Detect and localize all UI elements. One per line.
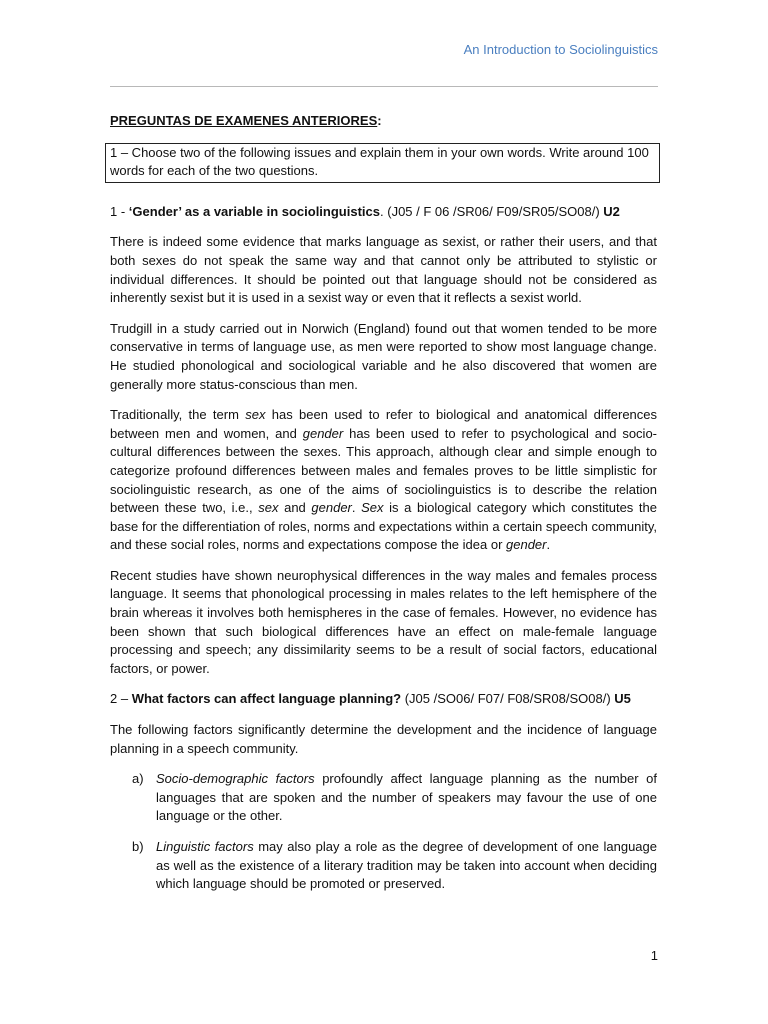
list-item: [110, 838, 657, 894]
p3-em-gender-3: gender: [506, 537, 547, 553]
section-heading-colon: :: [377, 113, 382, 128]
p3-em-gender: gender: [302, 425, 344, 441]
p3-text-6: is a biological category which constitutes the base for the differentiation of roles, norms and expectations within a certain speech community, and these social roles, norms and expectations compose the idea or: [110, 500, 657, 553]
q2-unit: U5: [614, 691, 631, 707]
paragraph-2: Trudgill in a study carried out in Norwich (England) found out that women tended to be more conservative in terms of language use, as men were reported to show most language change. He studied phonological and sociological variable and he also discovered that women are generally more status-conscious than men.: [110, 320, 657, 392]
p3-em-sex-2: sex: [258, 500, 279, 516]
list-marker: a): [132, 771, 144, 787]
running-header: An Introduction to Sociolinguistics: [463, 42, 658, 57]
document-body: [110, 112, 657, 906]
instructions-box: 1 – Choose two of the following issues and explain them in your own words. Write around 100 words for each of the two questions.: [105, 143, 660, 183]
section-heading: [110, 112, 657, 131]
question-2-title: [110, 690, 657, 709]
question-1-title: [110, 203, 657, 222]
list-item-text: may also play a role as the degree of development of one language as well as the existence of a literary tradition may be taken into account when deciding which language should be promoted or preserved.: [156, 839, 657, 892]
list-item: [110, 770, 657, 826]
p3-text-5: .: [351, 500, 362, 516]
list-marker: b): [132, 839, 144, 854]
q2-title-text: What factors can affect language planning?: [131, 691, 402, 707]
list-item-body: [156, 770, 657, 826]
q2-refs: (J05 /SO06/ F07/ F08/SR08/SO08/): [401, 691, 615, 707]
q1-refs: (J05 / F 06 /SR06/ F09/SR05/SO08/): [383, 203, 604, 219]
p3-text-2: has been used to refer to biological and anatomical differences between men and women, and: [110, 407, 658, 441]
paragraph-1: There is indeed some evidence that marks language as sexist, or rather their users, and that both sexes do not speak the same way and that cannot only be attributed to stylistic or individual differences. It should be pointed out that language should not be considered as inherently sexist but it is used in a sexist way or even that it reflects a sexist world.: [110, 234, 657, 306]
paragraph-3: [110, 406, 657, 555]
q2-prefix: 2 –: [110, 691, 132, 707]
page-number: 1: [650, 948, 658, 963]
q1-prefix: 1 -: [110, 203, 129, 219]
p3-text-4: and: [278, 500, 312, 516]
p3-text-7: .: [546, 537, 551, 553]
list-item-text: profoundly affect language planning as the number of languages that are spoken and the number of speakers may favour the use of one language or the other.: [156, 771, 657, 824]
paragraph-5: The following factors significantly determine the development and the incidence of language planning in a speech community.: [110, 722, 657, 756]
p3-em-sex: sex: [245, 407, 266, 423]
list-item-em: Linguistic factors: [156, 839, 254, 854]
q1-unit: U2: [603, 203, 620, 219]
p3-text-1: Traditionally, the term: [110, 407, 246, 423]
p3-em-sex-3: Sex: [361, 500, 384, 516]
p3-em-gender-2: gender: [311, 500, 352, 516]
q1-period: .: [380, 203, 384, 219]
p3-text-3: has been used to refer to psychological and socio-cultural differences between the sexes. This approach, although clear and simple enough to categorize profound differences between males and females proves to be little simplistic for sociolinguistic research, as one of the aims of sociolinguistics is to describe the relation between these two, i.e.,: [110, 425, 658, 516]
list-item-body: [156, 838, 657, 894]
paragraph-4: Recent studies have shown neurophysical differences in the way males and females process language. It seems that phonological processing in males relates to the left hemisphere of the brain whereas it involves both hemispheres in the case of females. However, no evidence has been shown that such biological differences have an effect on male-female language processing and speech; any dissimilarity seems to be a result of social factors, educational factors, or power.: [110, 567, 657, 676]
section-heading-text: PREGUNTAS DE EXAMENES ANTERIORES: [110, 113, 378, 128]
header-divider: [110, 86, 658, 87]
q1-title-text: ‘Gender’ as a variable in sociolinguistics: [128, 203, 380, 219]
list-item-em: Socio-demographic factors: [156, 771, 315, 787]
